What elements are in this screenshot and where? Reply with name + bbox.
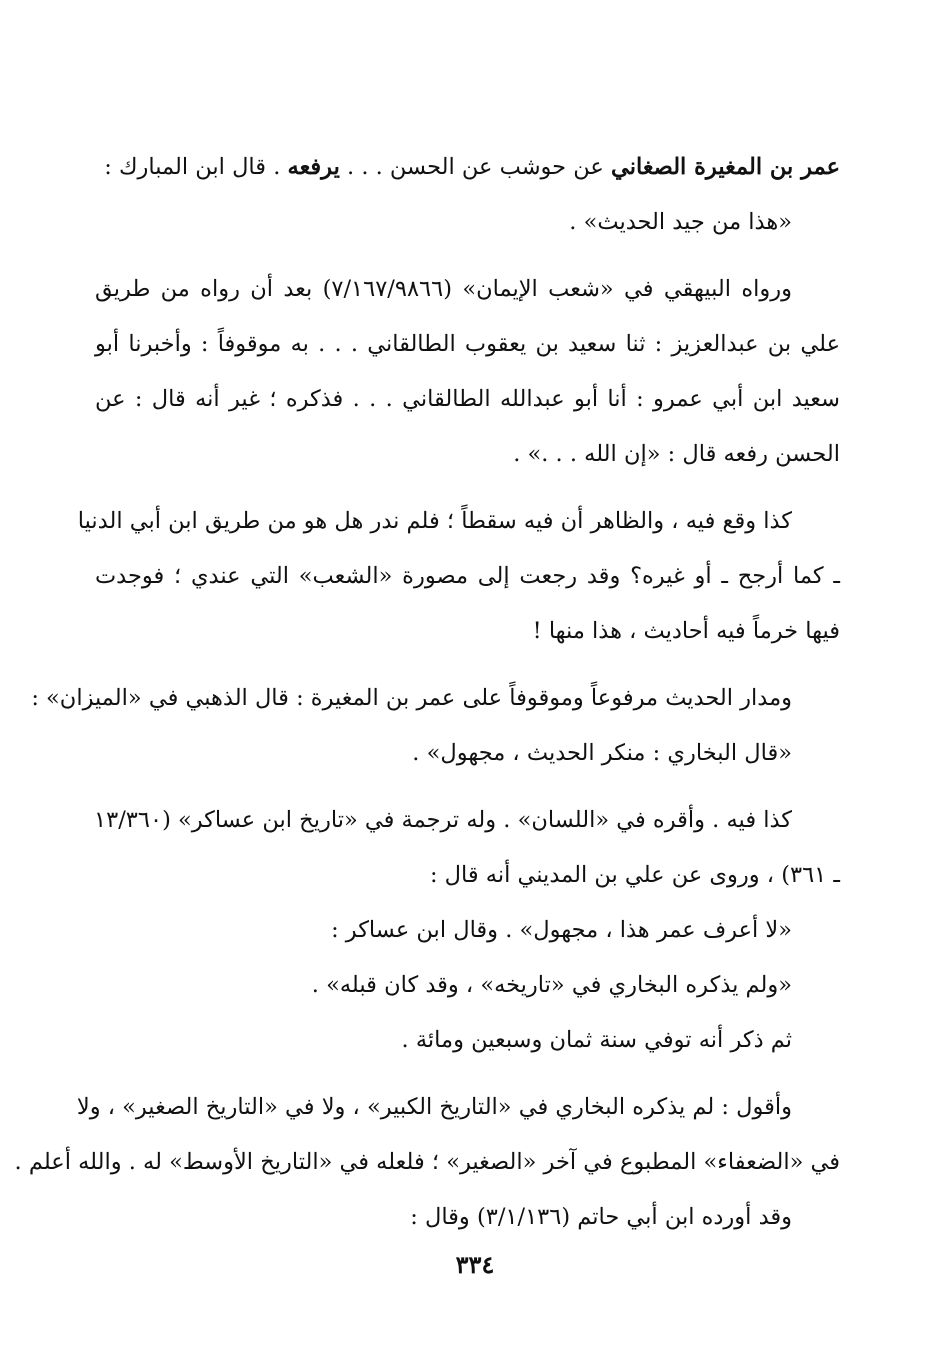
paragraph-10-line-0: وأقول : لم يذكره البخاري في «التاريخ الكبير» ، ولا في «التاريخ الصغير» ، ولا [76,1094,792,1120]
paragraph-2-line-0: ورواه البيهقي في «شعب الإيمان» (٧/١٦٧/٩٨٦٦) بعد أن رواه من طريق [95,276,792,302]
paragraph-2-line-2: سعيد ابن أبي عمرو : أنا أبو عبدالله الطالقاني . . . فذكره ؛ غير أنه قال : عن [95,386,840,412]
text-segment: عن حوشب عن الحسن . . . [339,154,611,180]
paragraph-9-line-0: ثم ذكر أنه توفي سنة ثمان وسبعين ومائة . [401,1027,792,1053]
paragraph-4-line-0: ومدار الحديث مرفوعاً وموقوفاً على عمر بن المغيرة : قال الذهبي في «الميزان» : [31,685,792,711]
paragraph-10-line-1: في «الضعفاء» المطبوع في آخر «الصغير» ؛ فلعله في «التاريخ الأوسط» له . والله أعلم . [14,1149,840,1175]
paragraph-2-line-3: الحسن رفعه قال : «إن الله . . .» . [513,441,840,467]
paragraph-gap [95,1068,840,1080]
paragraph-3-line-2: فيها خرماً فيه أحاديث ، هذا منها ! [532,618,840,644]
paragraph-7-line-0: «لا أعرف عمر هذا ، مجهول» . وقال ابن عساكر : [331,917,792,943]
page-body [14,140,840,1245]
text-segment: . قال ابن المبارك : [104,154,288,180]
paragraph-3-line-0: كذا وقع فيه ، والظاهر أن فيه سقطاً ؛ فلم ندر هل هو من طريق ابن أبي الدنيا [77,508,792,534]
paragraph-gap [95,482,840,494]
paragraph-0-line-0 [95,140,840,195]
paragraph-8-line-0: «ولم يذكره البخاري في «تاريخه» ، وقد كان قبله» . [311,972,792,998]
paragraph-5-line-0: «قال البخاري : منكر الحديث ، مجهول» . [412,740,792,766]
paragraph-gap [95,781,840,793]
narrator-name: عمر بن المغيرة الصغاني [610,154,840,180]
paragraph-2-line-1: علي بن عبدالعزيز : ثنا سعيد بن يعقوب الطالقاني . . . به موقوفاً : وأخبرنا أبو [95,331,840,357]
paragraph-3-line-1: ـ كما أرجح ـ أو غيره؟ وقد رجعت إلى مصورة «الشعب» التي عندي ؛ فوجدت [95,563,840,589]
paragraph-6-line-1: ـ ٣٦١) ، وروى عن علي بن المديني أنه قال : [429,862,840,888]
page-number: ٣٣٤ [455,1250,495,1279]
paragraph-gap [95,250,840,262]
paragraph-6-line-0: كذا فيه . وأقره في «اللسان» . وله ترجمة في «تاريخ ابن عساكر» (١٣/٣٦٠ [94,807,792,833]
marfu-term: يرفعه [287,154,340,180]
paragraph-gap [95,659,840,671]
paragraph-11-line-0: وقد أورده ابن أبي حاتم (٣/١/١٣٦) وقال : [410,1204,792,1230]
paragraph-1-line-0: «هذا من جيد الحديث» . [569,209,792,235]
